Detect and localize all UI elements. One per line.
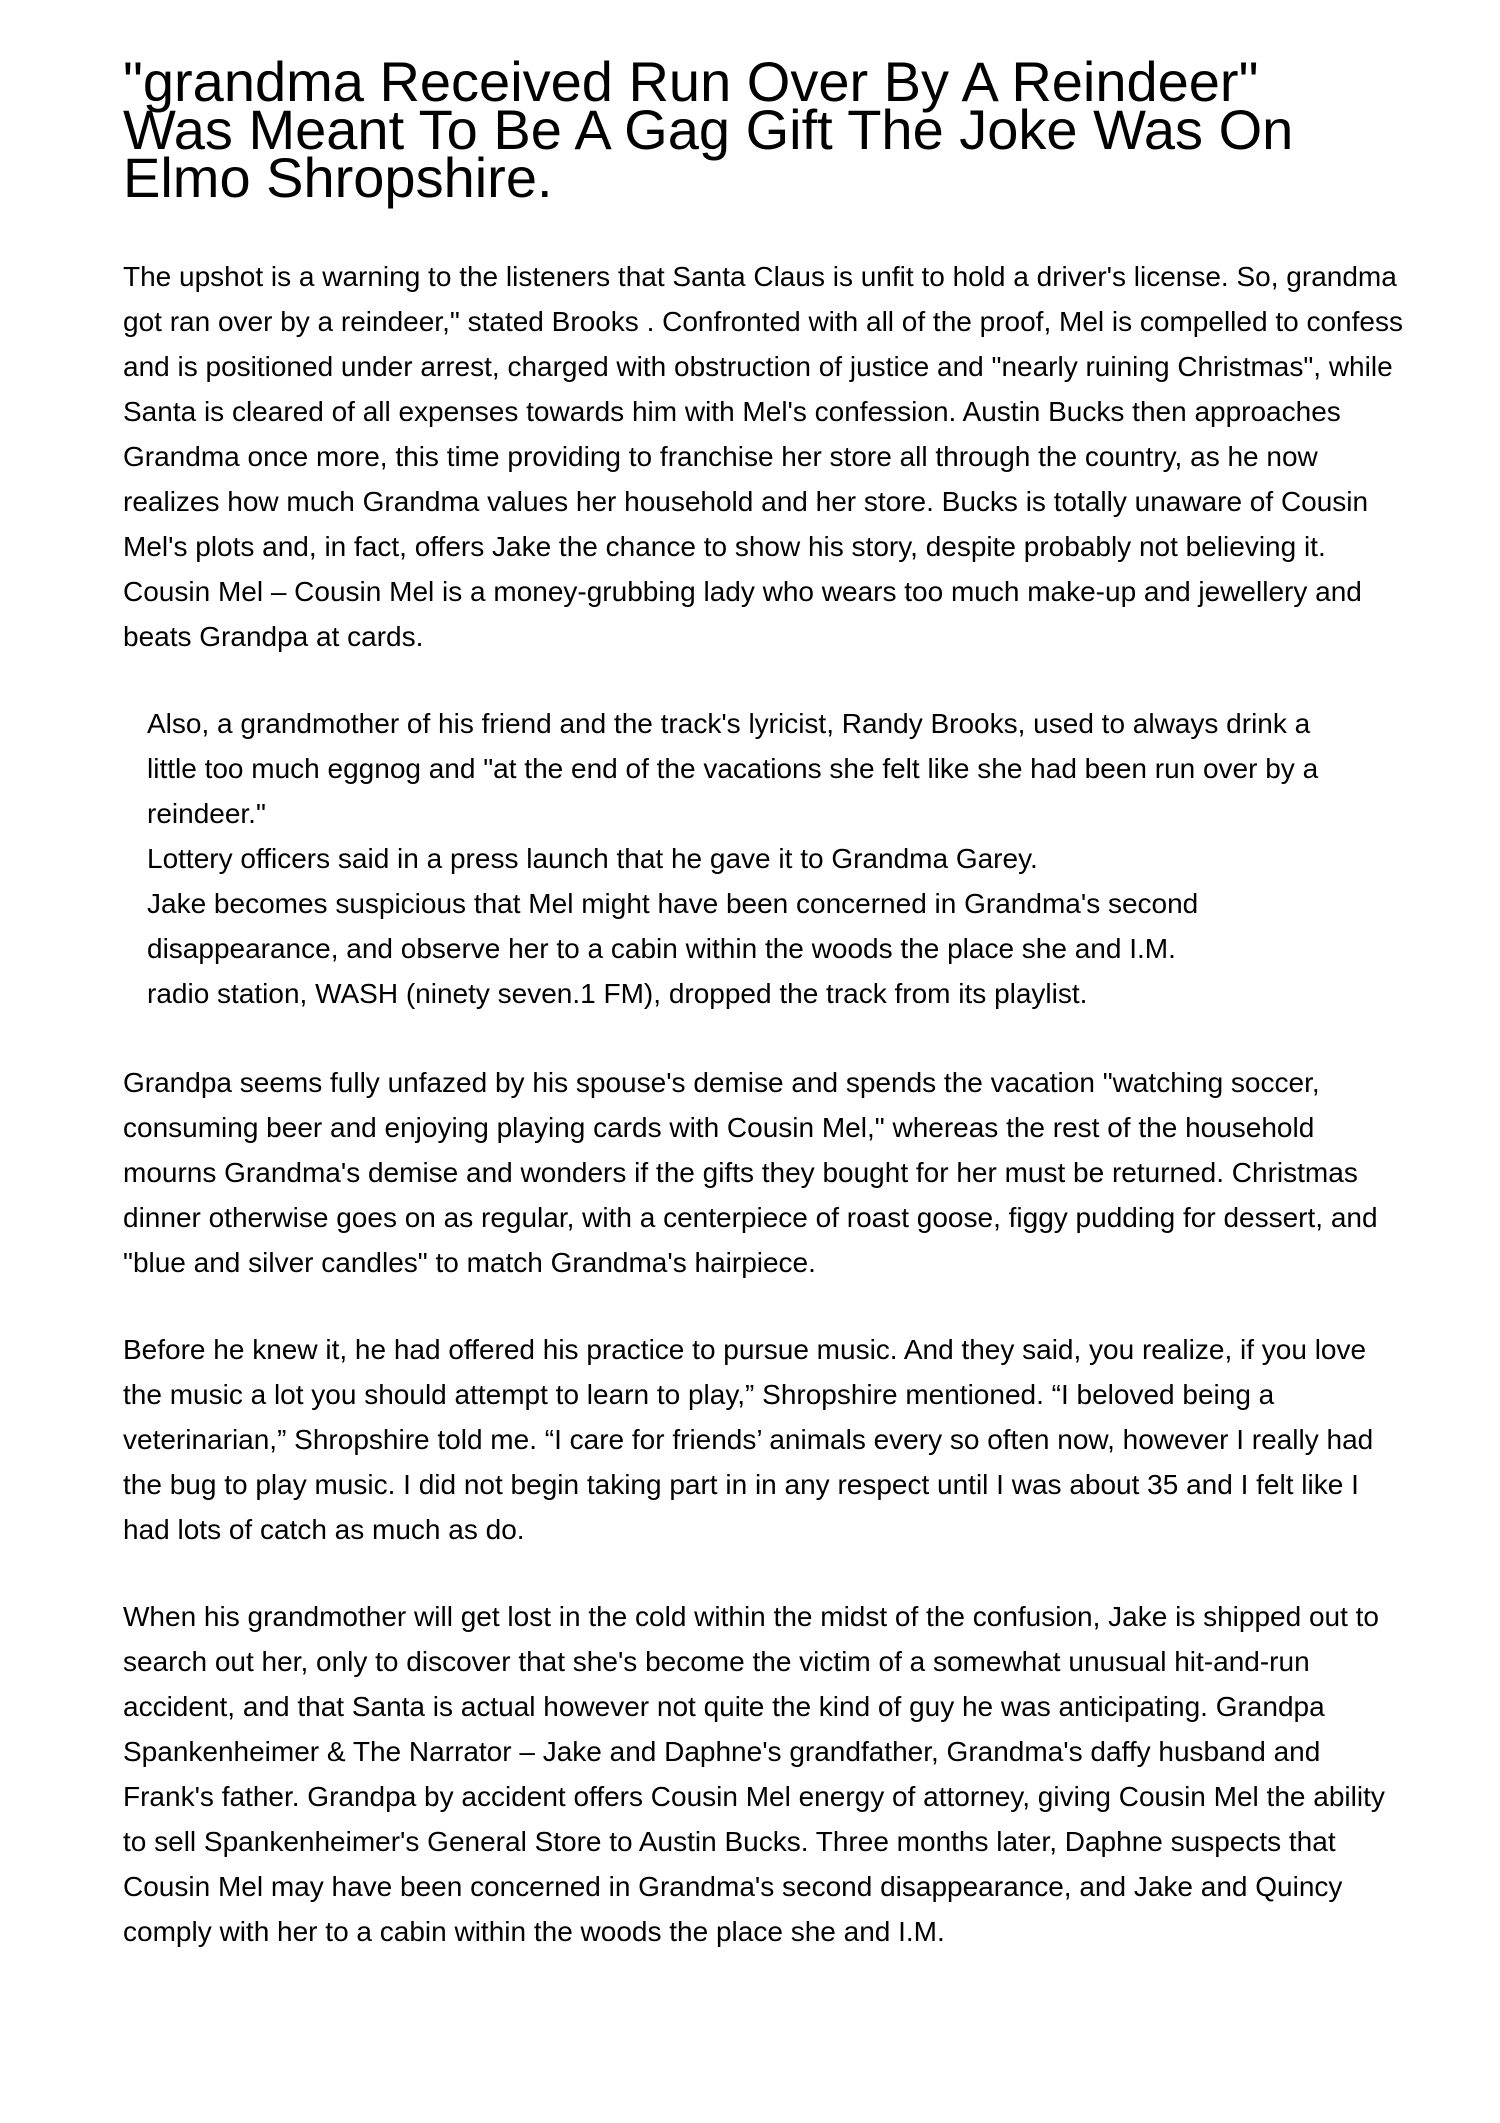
quote-block bbox=[123, 701, 1364, 1016]
article bbox=[123, 50, 1410, 1954]
quote-line: radio station, WASH (ninety seven.1 FM), dropped the track from its playlist. bbox=[147, 978, 1088, 1009]
quote-line: Jake becomes suspicious that Mel might have been concerned in Grandma's second disappearance, and observe her to a cabin within the woods the place she and I.M. bbox=[147, 888, 1199, 964]
quote-line: Lottery officers said in a press launch that he gave it to Grandma Garey. bbox=[147, 843, 1038, 874]
paragraph-music: Before he knew it, he had offered his practice to pursue music. And they said, you realize, if you love the music a lot you should attempt to learn to play,” Shropshire mentioned. “I beloved being a veterinarian,” Shropshire told me. “I care for friends’ animals every so often now, however I really had the bug to play music. I did not begin taking part in in any respect until I was about 35 and I felt like I had lots of catch as much as do. bbox=[123, 1334, 1374, 1545]
page-title: "grandma Received Run Over By A Reindeer" Was Meant To Be A Gag Gift The Joke Was On Elmo Shropshire. bbox=[123, 50, 1294, 209]
quote-line: Also, a grandmother of his friend and the track's lyricist, Randy Brooks, used to always drink a little too much eggnog and "at the end of the vacations she felt like she had been run over by a reindeer." bbox=[147, 708, 1319, 829]
paragraph-plot: When his grandmother will get lost in the cold within the midst of the confusion, Jake is shipped out to search out her, only to discover that she's become the victim of a somewhat unusual hit-and-run accident, and that Santa is actual however not quite the kind of guy he was anticipating. Grandpa Spankenheimer & The Narrator – Jake and Daphne's grandfather, Grandma's daffy husband and Frank's father. Grandpa by accident offers Cousin Mel energy of attorney, giving Cousin Mel the ability to sell Spankenheimer's General Store to Austin Bucks. Three months later, Daphne suspects that Cousin Mel may have been concerned in Grandma's second disappearance, and Jake and Quincy comply with her to a cabin within the woods the place she and I.M. bbox=[123, 1601, 1385, 1947]
paragraph-intro: The upshot is a warning to the listeners that Santa Claus is unfit to hold a driver's license. So, grandma got ran over by a reindeer," stated Brooks . Confronted with all of the proof, Mel is compelled to confess and is positioned under arrest, charged with obstruction of justice and "nearly ruining Christmas", while Santa is cleared of all expenses towards him with Mel's confession. Austin Bucks then approaches Grandma once more, this time providing to franchise her store all through the country, as he now realizes how much Grandma values her household and her store. Bucks is totally unaware of Cousin Mel's plots and, in fact, offers Jake the chance to show his story, despite probably not believing it. Cousin Mel – Cousin Mel is a money-grubbing lady who wears too much make-up and jewellery and beats Grandpa at cards. bbox=[123, 261, 1403, 652]
paragraph-grandpa: Grandpa seems fully unfazed by his spouse's demise and spends the vacation "watching soccer, consuming beer and enjoying playing cards with Cousin Mel," whereas the rest of the household mourns Grandma's demise and wonders if the gifts they bought for her must be returned. Christmas dinner otherwise goes on as regular, with a centerpiece of roast goose, figgy pudding for dessert, and "blue and silver candles" to match Grandma's hairpiece. bbox=[123, 1067, 1378, 1278]
